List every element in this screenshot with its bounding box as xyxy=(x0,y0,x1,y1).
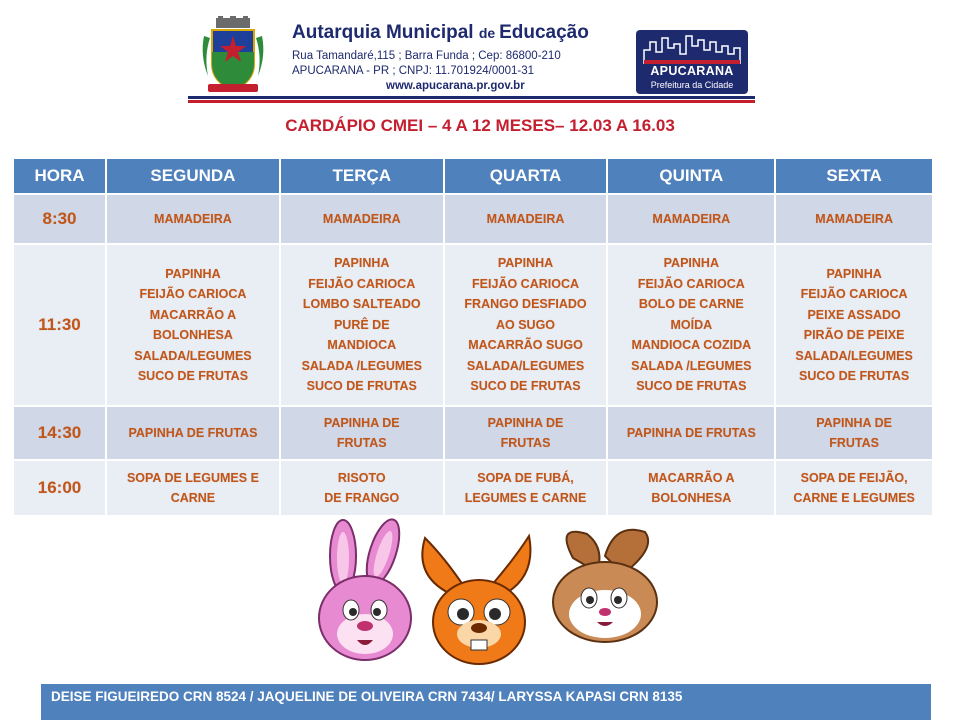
menu-item-line: PAPINHA DE FRUTAS xyxy=(626,425,756,440)
menu-item-line: SUCO DE FRUTAS xyxy=(306,379,417,394)
menu-item-line: RISOTO xyxy=(337,470,386,485)
menu-item-line: FEIJÃO CARIOCA xyxy=(308,276,416,291)
menu-title: CARDÁPIO CMEI – 4 A 12 MESES– 12.03 A 16.03 xyxy=(285,116,675,135)
menu-item-line: MAMADEIRA xyxy=(815,211,893,226)
menu-item-line: SALADA/LEGUMES xyxy=(466,358,585,373)
menu-cell xyxy=(106,244,280,406)
menu-cell xyxy=(775,460,933,516)
menu-table xyxy=(12,157,934,517)
bunnies-illustration xyxy=(305,518,665,668)
menu-cell xyxy=(106,406,280,460)
menu-cell xyxy=(775,406,933,460)
table-row xyxy=(13,194,933,244)
menu-item-line: PAPINHA xyxy=(165,266,221,281)
menu-cell xyxy=(280,460,444,516)
menu-item-line: PAPINHA xyxy=(826,266,882,281)
city-logo xyxy=(636,30,748,94)
pink-bunny-icon xyxy=(319,518,411,660)
column-header: HORA xyxy=(13,158,106,194)
menu-item-line: PURÊ DE xyxy=(333,317,390,332)
org-cnpj: APUCARANA - PR ; CNPJ: 11.701924/0001-31 xyxy=(292,65,535,77)
menu-item-line: FRUTAS xyxy=(336,436,387,450)
menu-item-line: LOMBO SALTEADO xyxy=(302,297,421,312)
menu-item-line: MANDIOCA COZIDA xyxy=(631,338,752,353)
menu-item-line: PAPINHA xyxy=(663,256,719,271)
menu-item-line: MOÍDA xyxy=(670,317,713,332)
menu-cell xyxy=(444,406,608,460)
hour-cell: 11:30 xyxy=(13,244,106,406)
menu-item-line: MANDIOCA xyxy=(327,338,397,353)
menu-item-line: MAMADEIRA xyxy=(486,211,565,226)
hour-cell: 8:30 xyxy=(13,194,106,244)
table-row xyxy=(13,406,933,460)
menu-cell xyxy=(607,460,775,516)
banner-rule-red xyxy=(188,100,755,103)
menu-item-line: BOLONHESA xyxy=(651,491,732,505)
menu-cell xyxy=(106,460,280,516)
menu-item-line: SOPA DE FUBÁ, xyxy=(477,470,574,485)
menu-cell xyxy=(607,194,775,244)
menu-cell xyxy=(280,194,444,244)
org-title: Autarquia Municipal de Educação xyxy=(292,22,589,43)
column-header: QUINTA xyxy=(607,158,775,194)
menu-item-line: MACARRÃO A xyxy=(648,470,735,485)
table-row xyxy=(13,460,933,516)
menu-item-line: SOPA DE FEIJÃO, xyxy=(800,470,908,485)
city-logo-sub: Prefeitura da Cidade xyxy=(650,80,734,90)
menu-item-line: FRUTAS xyxy=(500,436,551,450)
city-logo-name: APUCARANA xyxy=(650,64,734,78)
column-header: SEGUNDA xyxy=(106,158,280,194)
menu-item-line: PAPINHA DE xyxy=(816,415,892,430)
menu-item-line: MAMADEIRA xyxy=(322,211,401,226)
table-row xyxy=(13,244,933,406)
org-address: Rua Tamandaré,115 ; Barra Funda ; Cep: 86800-210 xyxy=(292,50,561,62)
menu-item-line: SUCO DE FRUTAS xyxy=(636,379,747,394)
skyline-icon xyxy=(636,30,748,64)
menu-item-line: FEIJÃO CARIOCA xyxy=(800,287,908,301)
menu-item-line: MACARRÃO A xyxy=(149,307,237,322)
menu-item-line: SUCO DE FRUTAS xyxy=(799,369,910,383)
menu-item-line: SUCO DE FRUTAS xyxy=(137,369,249,383)
menu-item-line: SALADA/LEGUMES xyxy=(134,348,252,363)
hour-cell: 14:30 xyxy=(13,406,106,460)
column-header: SEXTA xyxy=(775,158,933,194)
municipal-crest-icon xyxy=(198,16,268,96)
column-header: TERÇA xyxy=(280,158,444,194)
table-header-row xyxy=(13,158,933,194)
menu-cell xyxy=(444,194,608,244)
hour-cell: 16:00 xyxy=(13,460,106,516)
menu-item-line: PAPINHA xyxy=(334,256,390,271)
menu-cell xyxy=(106,194,280,244)
nutritionist-credits: DEISE FIGUEIREDO CRN 8524 / JAQUELINE DE OLIVEIRA CRN 7434/ LARYSSA KAPASI CRN 8135 xyxy=(41,684,931,720)
menu-item-line: MAMADEIRA xyxy=(154,211,232,226)
menu-item-line: SALADA /LEGUMES xyxy=(301,358,422,373)
column-header: QUARTA xyxy=(444,158,608,194)
menu-item-line: DE FRANGO xyxy=(324,491,400,505)
menu-item-line: PAPINHA DE xyxy=(323,415,400,430)
menu-cell xyxy=(607,244,775,406)
menu-cell xyxy=(607,406,775,460)
menu-item-line: SALADA /LEGUMES xyxy=(631,358,752,373)
menu-item-line: FRUTAS xyxy=(829,436,879,450)
menu-item-line: AO SUGO xyxy=(496,317,556,332)
menu-item-line: CARNE E LEGUMES xyxy=(793,491,915,505)
menu-item-line: BOLO DE CARNE xyxy=(638,297,744,312)
menu-item-line: CARNE xyxy=(170,491,216,505)
menu-item-line: MAMADEIRA xyxy=(652,211,731,226)
menu-item-line: FRANGO DESFIADO xyxy=(464,297,587,312)
menu-item-line: FEIJÃO CARIOCA xyxy=(472,276,579,291)
banner-rule-navy xyxy=(188,96,755,99)
menu-item-line: PAPINHA xyxy=(497,256,554,271)
menu-cell xyxy=(444,460,608,516)
menu-item-line: SALADA/LEGUMES xyxy=(795,348,913,363)
menu-item-line: MACARRÃO SUGO xyxy=(468,338,583,353)
menu-cell xyxy=(280,406,444,460)
menu-item-line: PIRÃO DE PEIXE xyxy=(803,328,905,342)
menu-item-line: LEGUMES E CARNE xyxy=(464,491,587,505)
menu-item-line: SUCO DE FRUTAS xyxy=(470,379,581,394)
org-website: www.apucarana.pr.gov.br xyxy=(386,80,525,92)
menu-item-line: FEIJÃO CARIOCA xyxy=(139,287,247,301)
menu-item-line: BOLONHESA xyxy=(153,328,233,342)
menu-item-line: PAPINHA DE xyxy=(487,415,564,430)
menu-cell xyxy=(775,244,933,406)
menu-item-line: FEIJÃO CARIOCA xyxy=(637,276,745,291)
menu-cell xyxy=(444,244,608,406)
brown-bunny-icon xyxy=(553,530,657,642)
orange-bunny-icon xyxy=(422,536,530,664)
menu-item-line: SOPA DE LEGUMES E xyxy=(126,470,259,485)
menu-item-line: PAPINHA DE FRUTAS xyxy=(128,425,258,440)
menu-cell xyxy=(775,194,933,244)
menu-item-line: PEIXE ASSADO xyxy=(807,307,901,322)
menu-cell xyxy=(280,244,444,406)
